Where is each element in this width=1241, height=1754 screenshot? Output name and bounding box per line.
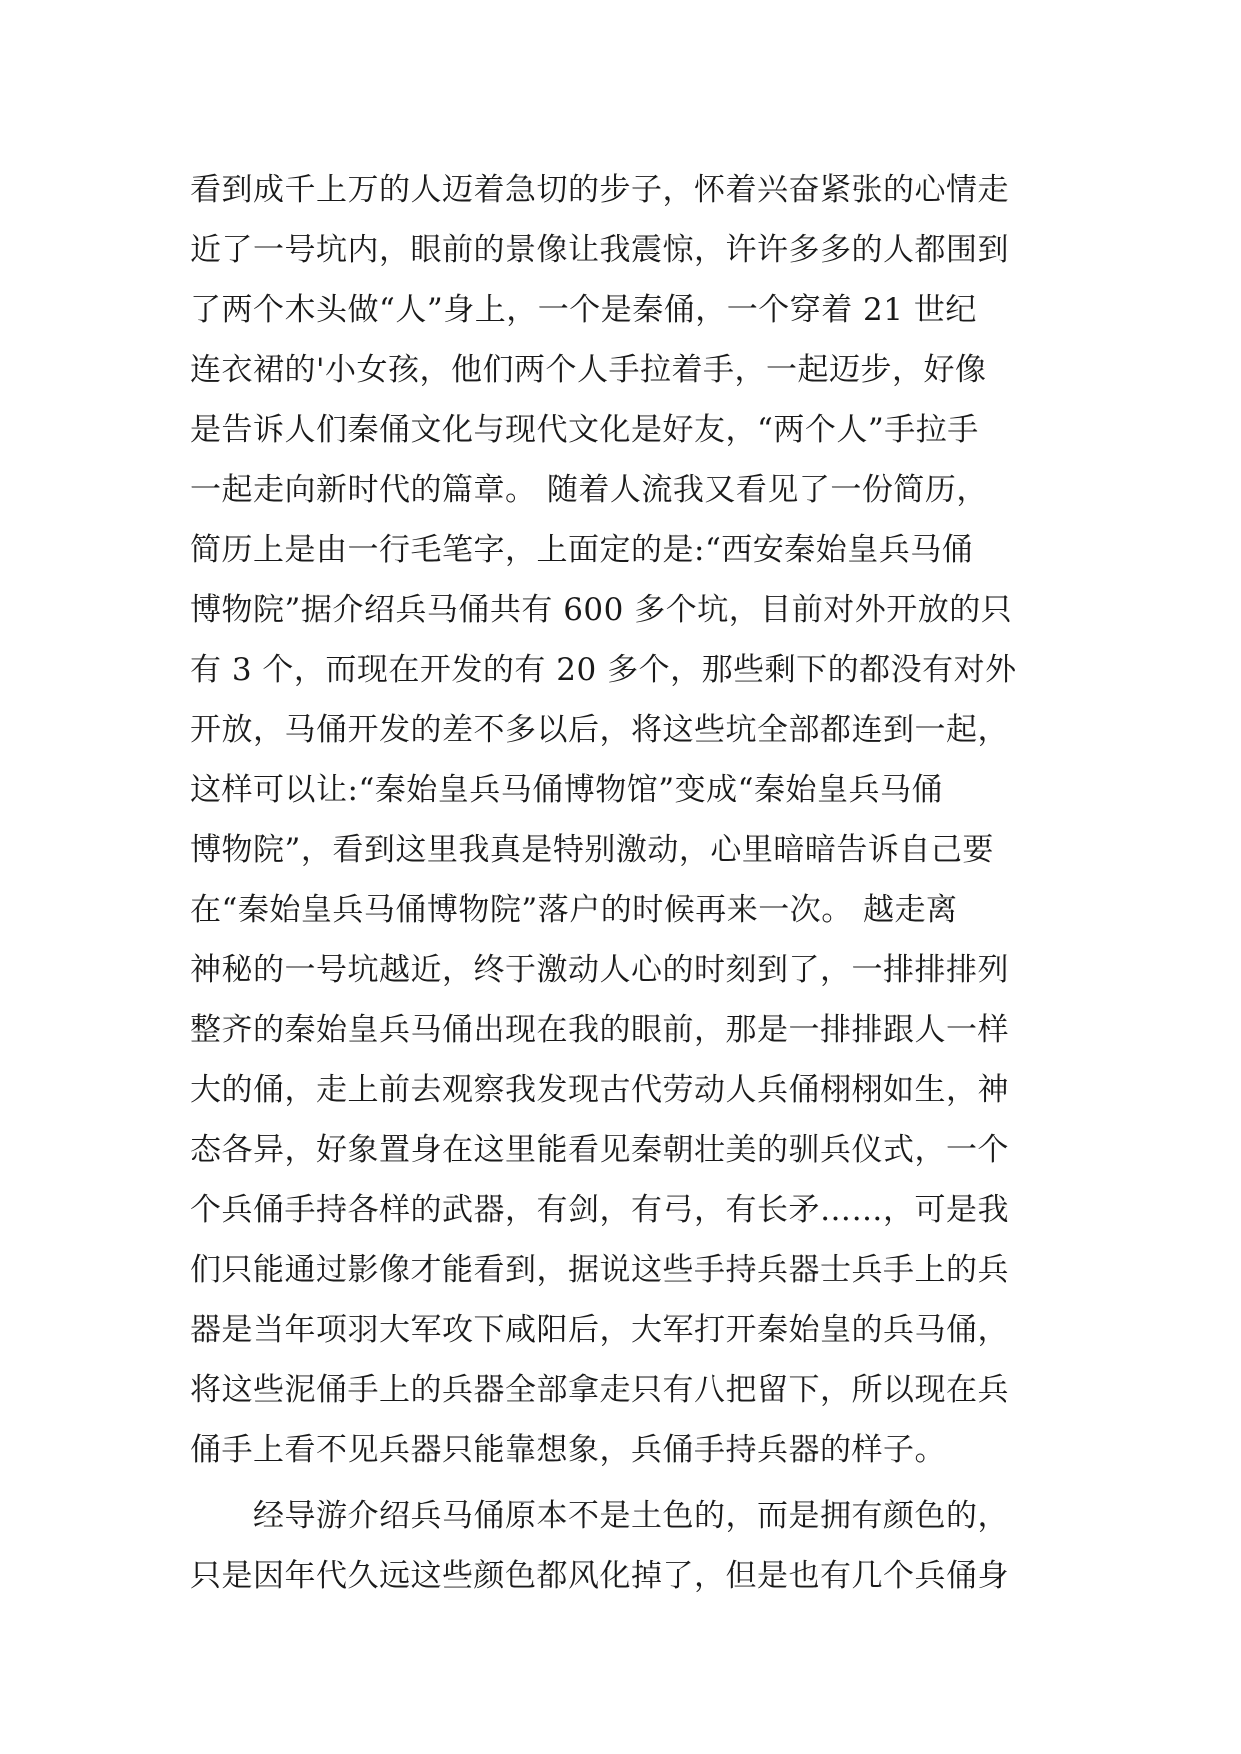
text-line: 博物院”，看到这里我真是特别激动，心里暗暗告诉自己要 xyxy=(190,832,994,868)
text-line: 将这些泥俑手上的兵器全部拿走只有八把留下，所以现在兵 xyxy=(190,1372,1009,1408)
text-line: 只是因年代久远这些颜色都风化掉了，但是也有几个兵俑身 xyxy=(190,1558,1009,1594)
text-line: 了两个木头做“人”身上，一个是秦俑，一个穿着 21 世纪 xyxy=(190,292,977,328)
text-line: 看到成千上万的人迈着急切的步子，怀着兴奋紧张的心情走 xyxy=(190,172,1009,208)
text-line: 一起走向新时代的篇章。 随着人流我又看见了一份简历， xyxy=(190,472,988,508)
text-line: 开放，马俑开发的差不多以后，将这些坑全部都连到一起， xyxy=(190,712,1009,748)
text-line: 有 3 个，而现在开发的有 20 多个，那些剩下的都没有对外 xyxy=(190,652,1017,688)
text-line: 们只能通过影像才能看到，据说这些手持兵器士兵手上的兵 xyxy=(190,1252,1009,1288)
body-text xyxy=(190,160,1070,1606)
text-line: 博物院”据介绍兵马俑共有 600 多个坑，目前对外开放的只 xyxy=(190,592,1013,628)
text-line: 是告诉人们秦俑文化与现代文化是好友，“两个人”手拉手 xyxy=(190,412,979,448)
text-line: 大的俑，走上前去观察我发现古代劳动人兵俑栩栩如生，神 xyxy=(190,1072,1009,1108)
text-line: 整齐的秦始皇兵马俑出现在我的眼前，那是一排排跟人一样 xyxy=(190,1012,1009,1048)
text-line: 简历上是由一行毛笔字，上面定的是:“西安秦始皇兵马俑 xyxy=(190,532,974,568)
paragraph-start-line: 经导游介绍兵马俑原本不是土色的，而是拥有颜色的， xyxy=(190,1498,1009,1534)
text-line: 俑手上看不见兵器只能靠想象，兵俑手持兵器的样子。 xyxy=(190,1432,946,1468)
text-line: 近了一号坑内，眼前的景像让我震惊，许许多多的人都围到 xyxy=(190,232,1009,268)
text-line: 在“秦始皇兵马俑博物院”落户的时候再来一次。 越走离 xyxy=(190,892,958,928)
text-line: 这样可以让:“秦始皇兵马俑博物馆”变成“秦始皇兵马俑 xyxy=(190,772,943,808)
text-line: 器是当年项羽大军攻下咸阳后，大军打开秦始皇的兵马俑， xyxy=(190,1312,1009,1348)
text-line: 连衣裙的'小女孩，他们两个人手拉着手，一起迈步，好像 xyxy=(190,352,987,388)
text-line: 态各异，好象置身在这里能看见秦朝壮美的驯兵仪式，一个 xyxy=(190,1132,1009,1168)
text-line: 个兵俑手持各样的武器，有剑，有弓，有长矛……，可是我 xyxy=(190,1192,1009,1228)
text-line: 神秘的一号坑越近，终于激动人心的时刻到了，一排排排列 xyxy=(190,952,1009,988)
